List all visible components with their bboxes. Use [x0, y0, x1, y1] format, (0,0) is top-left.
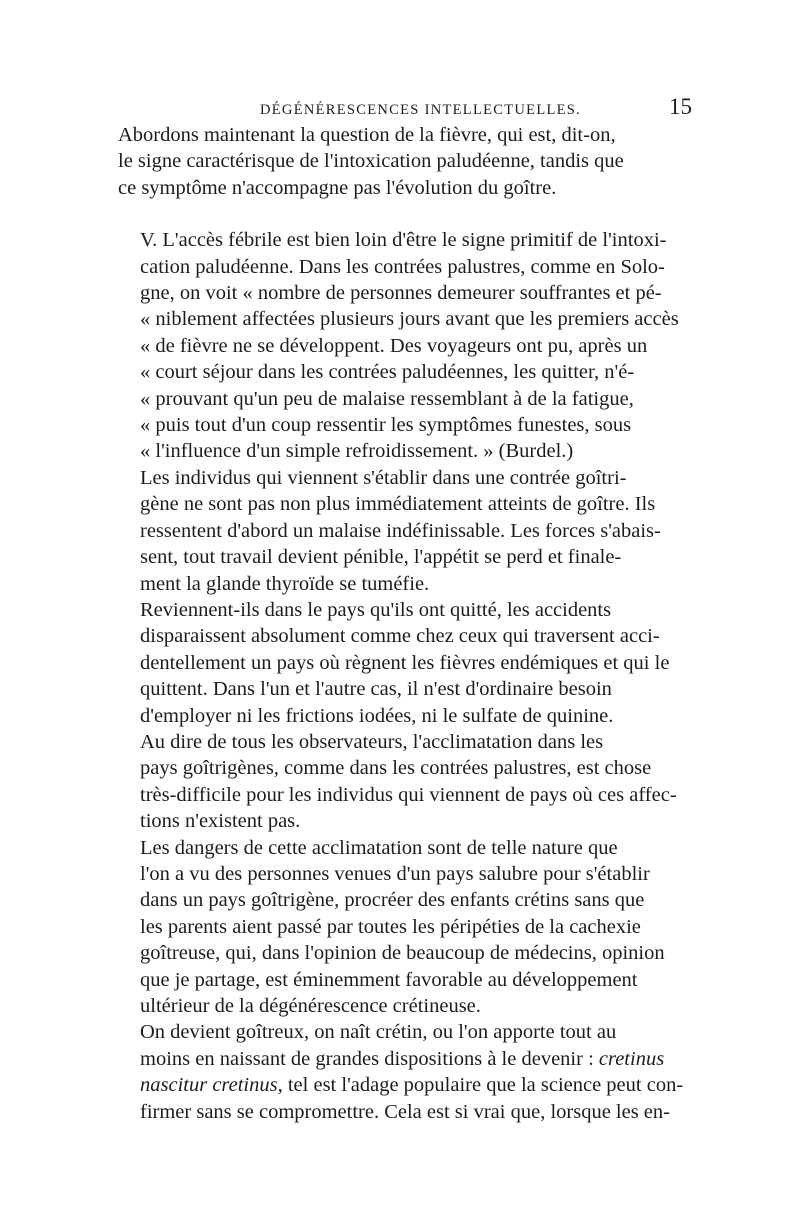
text-line: firmer sans se compromettre. Cela est si vrai que, lorsque les en- — [140, 1100, 670, 1123]
paragraph — [118, 1019, 688, 1125]
page-header — [118, 92, 692, 122]
text-line: moins en naissant de grandes dispositions à le devenir : cretinus — [140, 1047, 665, 1070]
text-line: Abordons maintenant la question de la fièvre, qui est, dit-on, — [118, 124, 616, 146]
text-line: disparaissent absolument comme chez ceux qui traversent acci- — [140, 625, 660, 648]
text-line: que je partage, est éminemment favorable au développement — [140, 968, 638, 991]
text-line: « court séjour dans les contrées paludéennes, les quitter, n'é- — [140, 361, 635, 384]
paragraph — [118, 729, 688, 835]
text-line: ce symptôme n'accompagne pas l'évolution du goître. — [118, 176, 557, 199]
text-line: Les individus qui viennent s'établir dans une contrée goîtri- — [140, 466, 627, 489]
text-line: quittent. Dans l'un et l'autre cas, il n'est d'ordinaire besoin — [140, 678, 612, 701]
text-line: les parents aient passé par toutes les péripéties de la cachexie — [140, 915, 641, 938]
text-line: « prouvant qu'un peu de malaise ressemblant à de la fatigue, — [140, 387, 634, 410]
paragraph — [118, 227, 688, 465]
text-line: ressentent d'abord un malaise indéfinissable. Les forces s'abais- — [140, 519, 661, 542]
page-number: 15 — [669, 94, 692, 119]
text-line: « puis tout d'un coup ressentir les symptômes funestes, sous — [140, 414, 632, 437]
text-line: tions n'existent pas. — [140, 810, 301, 833]
section-gap — [118, 201, 688, 227]
text-line: dans un pays goîtrigène, procréer des enfants crétins sans que — [140, 889, 645, 912]
text-line: Les dangers de cette acclimatation sont de telle nature que — [140, 836, 618, 859]
latin-phrase: cretinus — [598, 1047, 665, 1070]
paragraph — [118, 835, 688, 1020]
text-line: l'on a vu des personnes venues d'un pays salubre pour s'établir — [140, 862, 650, 885]
text-line: Reviennent-ils dans le pays qu'ils ont quitté, les accidents — [140, 598, 612, 621]
text-line: Au dire de tous les observateurs, l'acclimatation dans les — [140, 730, 604, 753]
text-line: « de fièvre ne se développent. Des voyageurs ont pu, après un — [140, 334, 648, 357]
paragraph — [118, 597, 688, 729]
text-line: pays goîtrigènes, comme dans les contrées palustres, est chose — [140, 757, 652, 780]
latin-phrase: nascitur cretinus — [140, 1074, 278, 1097]
text-line: nascitur cretinus, tel est l'adage populaire que la science peut con- — [140, 1074, 684, 1097]
text-line: gne, on voit « nombre de personnes demeurer souffrantes et pé- — [140, 282, 662, 305]
text-line: ultérieur de la dégénérescence crétineuse. — [140, 995, 481, 1017]
text-line: « niblement affectées plusieurs jours avant que les premiers accès — [140, 308, 679, 331]
body-text — [118, 122, 688, 1125]
text-line: le signe caractérisque de l'intoxication paludéenne, tandis que — [118, 150, 624, 173]
text-line: cation paludéenne. Dans les contrées palustres, comme en Solo- — [140, 255, 665, 278]
text-line: gène ne sont pas non plus immédiatement atteints de goître. Ils — [140, 493, 656, 516]
text-line: V. L'accès fébrile est bien loin d'être le signe primitif de l'intoxi- — [140, 229, 667, 252]
running-head: DÉGÉNÉRESCENCES INTELLECTUELLES. — [260, 102, 582, 118]
text-line: d'employer ni les frictions iodées, ni le sulfate de quinine. — [140, 704, 614, 727]
paragraph — [118, 465, 688, 597]
text-line: goîtreuse, qui, dans l'opinion de beaucoup de médecins, opinion — [140, 942, 665, 965]
text-line: On devient goîtreux, on naît crétin, ou l'on apporte tout au — [140, 1021, 617, 1044]
text-line: ment la glande thyroïde se tuméfie. — [140, 572, 430, 595]
text-line: très-difficile pour les individus qui viennent de pays où ces affec- — [140, 783, 677, 806]
book-page — [118, 92, 692, 1125]
paragraph — [118, 122, 688, 201]
text-line: dentellement un pays où règnent les fièvres endémiques et qui le — [140, 651, 670, 674]
text-line: « l'influence d'un simple refroidissement. » (Burdel.) — [140, 440, 574, 463]
text-line: sent, tout travail devient pénible, l'appétit se perd et finale- — [140, 546, 622, 569]
